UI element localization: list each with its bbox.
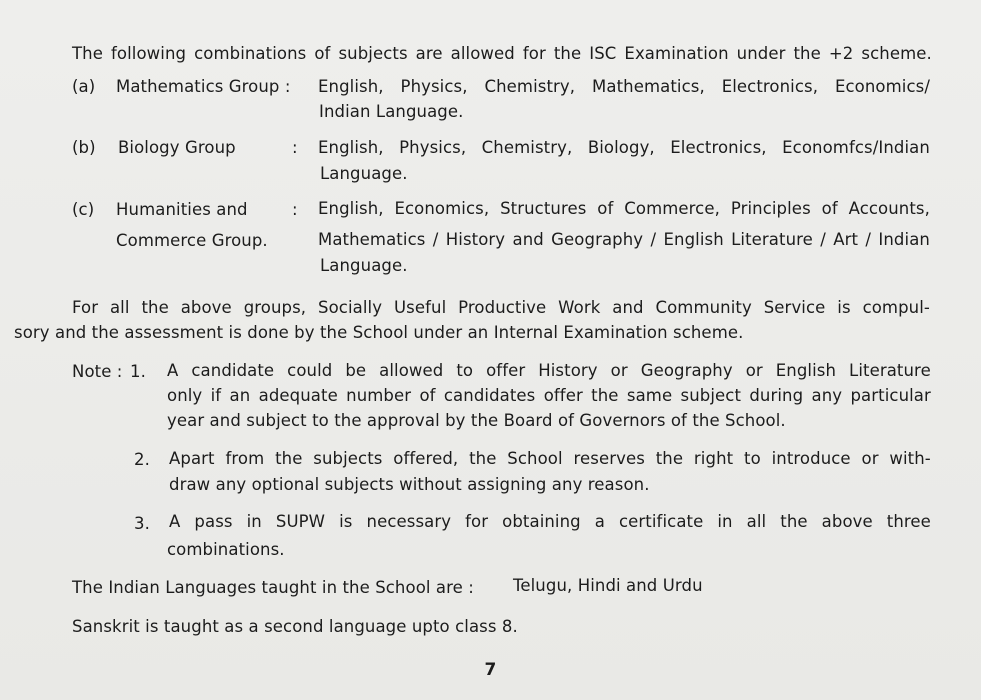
note-3-number: 3. [134,514,150,533]
group-b-name: Biology Group [118,138,236,157]
note-3-line1-text: A pass in SUPW is necessary for obtaining a certificate in all the above three [169,512,931,531]
group-c-subjects-line3: Language. [320,256,408,275]
group-c-subjects-line1-text: English, Economics, Structures of Commerce, Principles of Accounts, [318,199,930,218]
intro-line: The following combinations of subjects are allowed for the ISC Examination under the +2 scheme. [72,44,932,63]
note-1-line3: year and subject to the approval by the Board of Governors of the School. [167,411,786,430]
group-a-name: Mathematics Group : [116,77,291,96]
note-2-line2: draw any optional subjects without assigning any reason. [169,475,650,494]
supw-paragraph-line1 [72,298,930,318]
note-3-line2: combinations. [167,540,285,559]
intro-text [72,44,932,64]
note-1-number: 1. [130,362,146,381]
group-c-subjects-line1 [318,199,930,219]
group-b-colon: : [292,138,298,157]
note-1-line2-text: only if an adequate number of candidates offer the same subject during any particular [167,386,931,405]
note-1-line2 [167,386,931,406]
note-2-line1 [169,449,931,469]
note-label: Note : [72,362,123,381]
group-b-subjects-line1-text: English, Physics, Chemistry, Biology, Electronics, Economfcs/Indian [318,138,930,157]
group-a-subjects-line2: Indian Language. [319,102,464,121]
note-1-line1-text: A candidate could be allowed to offer History or Geography or English Literature [167,361,931,380]
group-c-subjects-line2-text: Mathematics / History and Geography / English Literature / Art / Indian [318,230,930,249]
note-2-number: 2. [134,450,150,469]
group-b-subjects-line1 [318,138,930,158]
group-b-marker: (b) [72,138,96,157]
group-c-colon: : [292,200,298,219]
sanskrit-note: Sanskrit is taught as a second language upto class 8. [72,617,518,636]
supw-paragraph-line2: sory and the assessment is done by the School under an Internal Examination scheme. [14,323,744,342]
languages-label: The Indian Languages taught in the School are : [72,578,474,597]
group-c-subjects-line2 [318,230,930,250]
page-number: 7 [484,660,497,680]
note-3-line1 [169,512,931,532]
note-1-line1 [167,361,931,381]
supw-line1-text: For all the above groups, Socially Useful Productive Work and Community Service is compul- [72,298,930,317]
group-c-marker: (c) [72,200,95,219]
group-c-name-line2: Commerce Group. [116,231,268,250]
group-c-name: Humanities and [116,200,248,219]
group-a-subjects-line1-text: English, Physics, Chemistry, Mathematics, Electronics, Economics/ [318,77,930,96]
group-b-subjects-line2: Language. [320,164,408,183]
group-a-subjects-line1 [318,77,930,97]
note-2-line1-text: Apart from the subjects offered, the School reserves the right to introduce or with- [169,449,931,468]
group-a-marker: (a) [72,77,96,96]
languages-value: Telugu, Hindi and Urdu [513,576,703,595]
